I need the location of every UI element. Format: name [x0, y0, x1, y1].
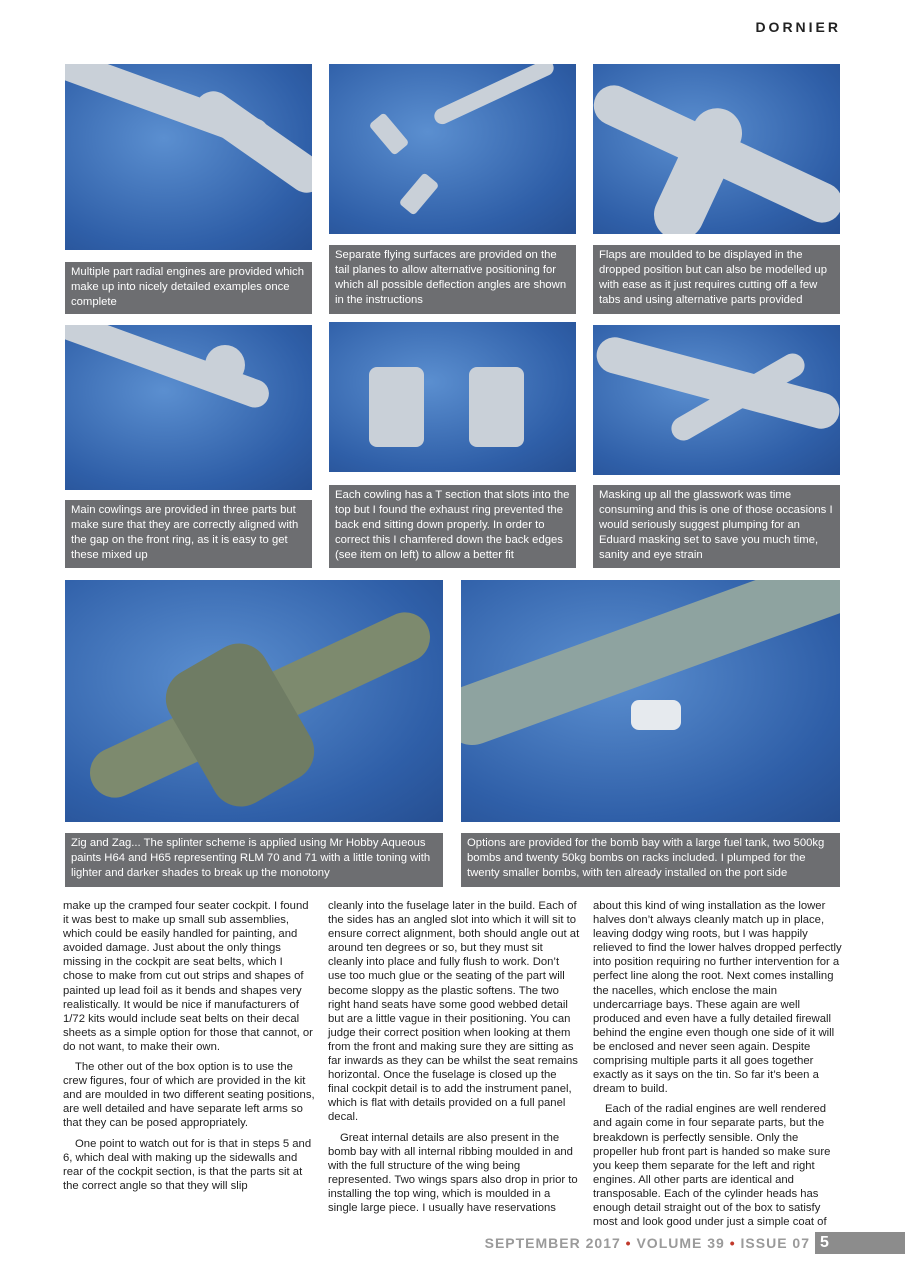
- paragraph: Each of the radial engines are well rendered and again come in four separate parts, but the breakdown is perfectly sensible. Only the propeller hub front part is handed so make sure you keep them separate for the left and right engines. All other parts are identical and transposable. Each of the cylinder heads has enough detail straight out of the box to satisfy most and look good under just a simple coat of: [593, 1103, 831, 1229]
- footer-month: SEPTEMBER 2017: [484, 1235, 621, 1251]
- photo-radial-engines: [65, 64, 312, 250]
- caption-masking-glasswork: Masking up all the glasswork was time consuming and this is one of those occasions I would seriously suggest plumping for an Eduard masking set to save you much time, sanity and eye strain: [593, 485, 840, 568]
- footer-issue: ISSUE 07: [740, 1235, 810, 1251]
- page-number: 5: [815, 1232, 905, 1254]
- paragraph: The other out of the box option is to use the crew figures, four of which are provided in the kit and are moulded in two different seating positions, are well detailed and have separate left arms so that they can be posed appropriately.: [63, 1061, 315, 1130]
- caption-bomb-bay-options: Options are provided for the bomb bay with a large fuel tank, two 500kg bombs and twenty 50kg bombs on racks included. I plumped for the twenty smaller bombs, with ten already installed on the port side: [461, 833, 840, 887]
- paragraph: make up the cramped four seater cockpit. I found it was best to make up small sub assemblies, which could be easily handled for painting, and avoided damage. Just about the only things missing in the cockpit are seat belts, which I chose to make from cut out strips and shapes of painted up lead foil as it bends and shapes very realistically. It would be nice if manufacturers of 1/72 kits would include seat belts on their decal sheets as a simple option for those that cannot, or do not want, to make their own.: [63, 900, 313, 1053]
- body-column-2: [328, 899, 580, 1215]
- caption-splinter-scheme: Zig and Zag... The splinter scheme is applied using Mr Hobby Aqueous paints H64 and H65 representing RLM 70 and 71 with a little toning with lighter and darker shades to break up the monotony: [65, 833, 443, 887]
- footer-separator: •: [729, 1235, 736, 1251]
- section-header: DORNIER: [755, 19, 841, 35]
- caption-main-cowlings: Main cowlings are provided in three parts but make sure that they are correctly aligned with the gap on the front ring, as it is easy to get these mixed up: [65, 500, 312, 568]
- paragraph: about this kind of wing installation as the lower halves don’t always cleanly match up in place, leaving dodgy wing roots, but I was happily relieved to find the lower halves dropped perfectly into position requiring no further intervention for a perfect line along the root. Next comes installing the nacelles, which enclose the main undercarriage bays. These again are well produced and even have a fully detailed firewall behind the engine even though one side of it will be enclosed and never seen again. Despite comprising multiple parts it all goes together exactly as it says on the tin. So far it’s been a dream to build.: [593, 900, 842, 1096]
- paragraph: cleanly into the fuselage later in the build. Each of the sides has an angled slot into which it will sit to ensure correct alignment, both should angle out at around ten degrees or so, but they must sit cleanly into place and fully flush to work. Don’t use too much glue or the seating of the part will become sloppy as the plastic softens. The two right hand seats have some good webbed detail but are a little vague in their positioning. You can judge their correct position when looking at them from the front and making sure they are sitting as far inwards as they can be whilst the seat remains horizontal. Once the fuselage is closed up the final cockpit detail is to add the instrument panel, which is flat with details provided on a full panel decal.: [328, 900, 580, 1124]
- caption-flying-surfaces: Separate flying surfaces are provided on the tail planes to allow alternative positioning for which all possible deflection angles are shown in the instructions: [329, 245, 576, 314]
- caption-radial-engines: Multiple part radial engines are provided which make up into nicely detailed examples once complete: [65, 262, 312, 314]
- photo-flaps: [593, 64, 840, 234]
- photo-main-cowlings: [65, 325, 312, 490]
- photo-cowling-t-section: [329, 322, 576, 472]
- footer-separator: •: [625, 1235, 632, 1251]
- caption-flaps: Flaps are moulded to be displayed in the dropped position but can also be modelled up with ease as it just requires cutting off a few tabs and using alternative parts provided: [593, 245, 840, 314]
- footer-volume: VOLUME 39: [636, 1235, 725, 1251]
- issue-footer: [485, 1235, 810, 1251]
- photo-bomb-bay-options: [461, 580, 840, 822]
- paragraph: Great internal details are also present in the bomb bay with all internal ribbing moulded in and with the full structure of the wing being represented. Two wings spars also drop in prior to installing the top wing, which is moulded in a single large piece. I usually have reservations: [328, 1131, 578, 1214]
- caption-cowling-t-section: Each cowling has a T section that slots into the top but I found the exhaust ring prevented the back end sitting down properly. In order to correct this I chamfered down the back edges (see item on left) to allow a better fit: [329, 485, 576, 568]
- photo-masking-glasswork: [593, 325, 840, 475]
- body-column-1: [63, 899, 315, 1193]
- photo-flying-surfaces: [329, 64, 576, 234]
- photo-splinter-scheme: [65, 580, 443, 822]
- paragraph: One point to watch out for is that in steps 5 and 6, which deal with making up the sidewalls and rear of the cockpit section, is that the parts sit at the correct angle so that they will slip: [63, 1137, 312, 1192]
- body-column-3: [593, 899, 845, 1229]
